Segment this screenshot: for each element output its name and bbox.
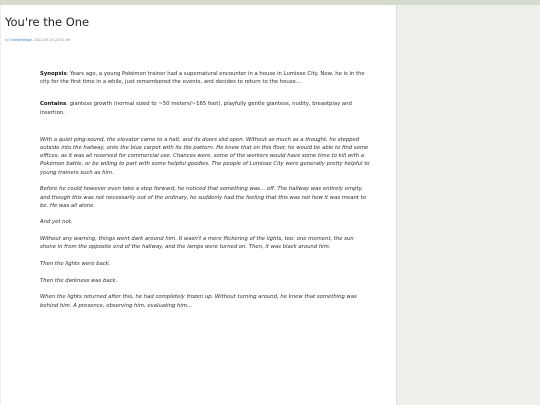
- synopsis: [40, 70, 370, 86]
- story-card: [1, 5, 397, 405]
- story-title: You're the One: [5, 15, 90, 29]
- story-paragraph: With a quiet ping-sound, the elevator came to a halt, and its doors slid open. Without as much as a thought, he stepped outside into the hallway, onto the blue carpet with its tile pattern. He knew that on this floor, he would be able to find some offices, as it was all reserved for commercial use. Chances were, some of the workers would have some time to kill with a Pokémon battle, or be willing to part with some helpful goodies. The people of Lumiose City were generally pretty helpful to young trainers such as him.: [40, 136, 370, 176]
- story-paragraph: Then the darkness was back.: [40, 277, 118, 284]
- story-paragraph: When the lights returned after this, he had completely frozen up. Without turning around, he knew that something was behind him. A presence, observing him, evaluating him…: [40, 294, 357, 309]
- story-paragraph: And yet not.: [40, 219, 73, 226]
- post-date: , 2022-05-15 22:52:39: [31, 38, 70, 42]
- story-content: [40, 70, 370, 310]
- story-paragraph: Before he could however even take a step forward, he noticed that something was… off. The hallway was entirely empty, and though this was not necessarily out of the ordinary, he suddenly had the feeling that this was not how it was meant to be. He was all alone.: [40, 186, 366, 209]
- author-link[interactable]: GrowthMage: [10, 38, 32, 42]
- synopsis-text: : Years ago, a young Pokémon trainer had a supernatural encounter in a house in Lumiose City. Now, he is in the city for the first time in a while, just remembered the events, and decides to return to the house…: [40, 71, 365, 86]
- synopsis-label: Synopsis: [40, 71, 67, 77]
- contains-text: : giantess growth (normal sized to ~50 meters/~165 feet), playfully gentle giantess, nudity, breastplay and insertion.: [40, 101, 352, 116]
- story-paragraph: Without any warning, things went dark around him. It wasn't a mere flickering of the lights, too: one moment, the sun shone in from the opposite end of the hallway, and the lamps were turned on. Then, it was black around him.: [40, 236, 354, 251]
- byline-prefix: by: [5, 38, 11, 42]
- story-paragraph: Then the lights were back.: [40, 261, 111, 268]
- content-warnings: [40, 100, 370, 116]
- contains-label: Contains: [40, 101, 67, 108]
- byline: [5, 38, 70, 42]
